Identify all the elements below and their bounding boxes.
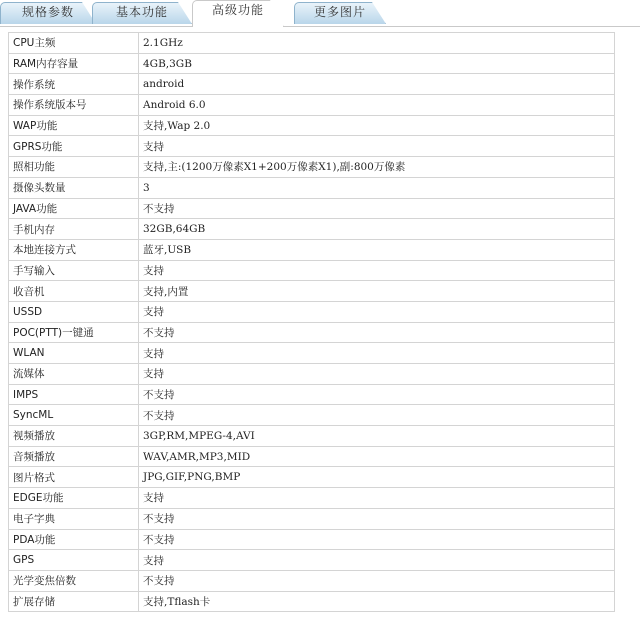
tab-basic-features[interactable] — [92, 2, 192, 24]
spec-key: JAVA功能 — [9, 198, 139, 219]
spec-value: Android 6.0 — [139, 95, 615, 116]
tab-label: 高级功能 — [211, 3, 264, 17]
spec-key: EDGE功能 — [9, 488, 139, 509]
table-row — [9, 570, 615, 591]
table-row — [9, 508, 615, 529]
spec-key: CPU主频 — [9, 33, 139, 54]
table-row — [9, 219, 615, 240]
spec-value: 支持,主:(1200万像素X1+200万像素X1),副:800万像素 — [139, 157, 615, 178]
table-row — [9, 260, 615, 281]
spec-key: SyncML — [9, 405, 139, 426]
spec-value: 32GB,64GB — [139, 219, 615, 240]
spec-value: 支持 — [139, 550, 615, 571]
spec-key: PDA功能 — [9, 529, 139, 550]
table-row — [9, 322, 615, 343]
spec-value: 支持 — [139, 364, 615, 385]
spec-value: 不支持 — [139, 405, 615, 426]
table-row — [9, 426, 615, 447]
table-row — [9, 53, 615, 74]
spec-value: android — [139, 74, 615, 95]
spec-key: WLAN — [9, 343, 139, 364]
table-row — [9, 343, 615, 364]
table-row — [9, 239, 615, 260]
spec-value: JPG,GIF,PNG,BMP — [139, 467, 615, 488]
table-row — [9, 177, 615, 198]
table-row — [9, 467, 615, 488]
spec-value: 不支持 — [139, 570, 615, 591]
table-row — [9, 95, 615, 116]
spec-key: 扩展存储 — [9, 591, 139, 612]
spec-value: 蓝牙,USB — [139, 239, 615, 260]
spec-key: GPRS功能 — [9, 136, 139, 157]
tab-label: 更多图片 — [313, 5, 366, 19]
table-row — [9, 157, 615, 178]
tab-label: 基本功能 — [115, 5, 168, 19]
table-row — [9, 33, 615, 54]
table-row — [9, 364, 615, 385]
spec-value: 2.1GHz — [139, 33, 615, 54]
table-row — [9, 281, 615, 302]
spec-value: 不支持 — [139, 198, 615, 219]
tab-bar — [0, 0, 640, 27]
table-row — [9, 74, 615, 95]
spec-key: GPS — [9, 550, 139, 571]
spec-key: 音频播放 — [9, 446, 139, 467]
spec-value: 支持 — [139, 260, 615, 281]
spec-value: 支持,Wap 2.0 — [139, 115, 615, 136]
table-row — [9, 488, 615, 509]
table-row — [9, 529, 615, 550]
table-row — [9, 301, 615, 322]
table-row — [9, 198, 615, 219]
spec-key: USSD — [9, 301, 139, 322]
table-row — [9, 446, 615, 467]
table-row — [9, 384, 615, 405]
spec-value: 不支持 — [139, 508, 615, 529]
tab-label: 规格参数 — [21, 5, 74, 19]
table-row — [9, 136, 615, 157]
spec-value: 支持 — [139, 136, 615, 157]
table-row — [9, 591, 615, 612]
spec-key: 视频播放 — [9, 426, 139, 447]
spec-value: WAV,AMR,MP3,MID — [139, 446, 615, 467]
spec-value: 支持 — [139, 488, 615, 509]
spec-value: 支持 — [139, 301, 615, 322]
tab-specs[interactable] — [0, 2, 96, 24]
spec-table — [8, 32, 615, 612]
tab-more-images[interactable] — [294, 2, 386, 24]
spec-value: 3GP,RM,MPEG-4,AVI — [139, 426, 615, 447]
table-row — [9, 550, 615, 571]
spec-key: 光学变焦倍数 — [9, 570, 139, 591]
spec-value: 不支持 — [139, 529, 615, 550]
spec-key: RAM内存容量 — [9, 53, 139, 74]
spec-key: 流媒体 — [9, 364, 139, 385]
spec-value: 不支持 — [139, 384, 615, 405]
spec-key: 图片格式 — [9, 467, 139, 488]
spec-key: 电子字典 — [9, 508, 139, 529]
spec-key: 摄像头数量 — [9, 177, 139, 198]
table-row — [9, 115, 615, 136]
spec-value: 支持,内置 — [139, 281, 615, 302]
spec-value: 支持,Tflash卡 — [139, 591, 615, 612]
spec-key: 操作系统 — [9, 74, 139, 95]
table-row — [9, 405, 615, 426]
spec-key: 收音机 — [9, 281, 139, 302]
spec-key: 操作系统版本号 — [9, 95, 139, 116]
spec-value: 不支持 — [139, 322, 615, 343]
spec-key: 手机内存 — [9, 219, 139, 240]
spec-key: WAP功能 — [9, 115, 139, 136]
spec-key: POC(PTT)一键通 — [9, 322, 139, 343]
spec-value: 支持 — [139, 343, 615, 364]
spec-key: IMPS — [9, 384, 139, 405]
tab-advanced-features[interactable] — [192, 0, 284, 27]
spec-value: 4GB,3GB — [139, 53, 615, 74]
spec-value: 3 — [139, 177, 615, 198]
spec-table-body — [9, 33, 615, 612]
spec-key: 照相功能 — [9, 157, 139, 178]
spec-key: 本地连接方式 — [9, 239, 139, 260]
spec-key: 手写输入 — [9, 260, 139, 281]
